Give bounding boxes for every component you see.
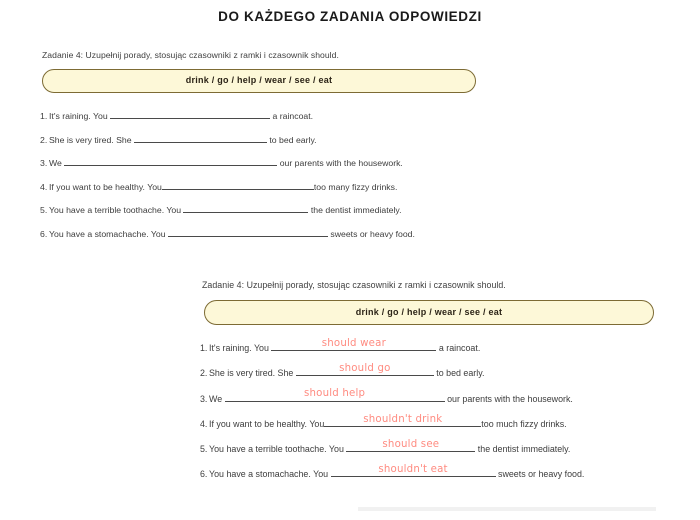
answered-worksheet-items xyxy=(200,337,660,480)
answer-blank[interactable] xyxy=(346,438,475,452)
handwritten-answer: should go xyxy=(339,363,391,375)
item-sentence-start: If you want to be healthy. You xyxy=(209,418,325,429)
answered-worksheet-instruction: Zadanie 4: Uzupełnij porady, stosując czasowniki z ramki i czasownik should. xyxy=(202,280,506,290)
handwritten-answer: shouldn't eat xyxy=(378,464,448,476)
item-number: 2. xyxy=(40,134,48,145)
item-sentence-end: too many fizzy drinks. xyxy=(313,181,398,192)
handwritten-answer: should help xyxy=(304,388,366,400)
answer-blank[interactable] xyxy=(271,337,436,351)
item-number: 5. xyxy=(200,444,208,455)
item-sentence-start: You have a terrible toothache. You xyxy=(209,444,347,455)
item-sentence-end: too much fizzy drinks. xyxy=(481,418,567,429)
item-number: 1. xyxy=(200,343,208,353)
answered-worksheet-block xyxy=(200,280,660,493)
item-sentence-start: If you want to be healthy. You xyxy=(49,181,162,192)
blank-worksheet-instruction: Zadanie 4: Uzupełnij porady, stosując czasowniki z ramki i czasownik should. xyxy=(42,50,339,60)
blank-worksheet-wordbank: drink / go / help / wear / see / eat xyxy=(42,69,476,93)
exercise-item xyxy=(40,180,480,193)
item-number: 6. xyxy=(200,469,208,480)
item-number: 4. xyxy=(200,418,208,429)
item-sentence-end: a raincoat. xyxy=(270,111,314,121)
item-sentence-end: the dentist immediately. xyxy=(308,205,402,216)
answer-blank[interactable] xyxy=(64,156,277,166)
answer-blank[interactable] xyxy=(162,180,314,190)
item-number: 3. xyxy=(40,158,48,169)
answer-blank[interactable] xyxy=(134,133,267,143)
item-sentence-start: We xyxy=(209,393,225,404)
item-number: 6. xyxy=(40,228,48,239)
answer-blank[interactable] xyxy=(168,227,328,237)
answer-blank[interactable] xyxy=(331,464,496,477)
answer-blank[interactable] xyxy=(183,203,308,213)
item-sentence-start: We xyxy=(49,158,65,169)
handwritten-answer: should wear xyxy=(321,337,386,349)
item-sentence-start: You have a terrible toothache. You xyxy=(49,205,184,216)
item-sentence-end: our parents with the housework. xyxy=(444,393,573,404)
page-title: DO KAŻDEGO ZADANIA ODPOWIEDZI xyxy=(218,9,482,24)
item-number: 2. xyxy=(200,368,208,379)
answered-worksheet-wordbank: drink / go / help / wear / see / eat xyxy=(204,300,654,325)
blank-worksheet-block xyxy=(40,50,480,250)
exercise-item xyxy=(40,227,480,240)
exercise-item xyxy=(40,109,480,122)
item-sentence-end: to bed early. xyxy=(266,134,317,145)
item-sentence-start: She is very tired. She xyxy=(209,368,296,379)
answer-blank[interactable] xyxy=(296,363,434,376)
exercise-item xyxy=(200,464,660,480)
item-sentence-end: our parents with the housework. xyxy=(277,158,403,169)
scan-artifact-band xyxy=(358,507,656,511)
exercise-item xyxy=(40,156,480,169)
item-number: 5. xyxy=(40,205,48,216)
exercise-item xyxy=(200,337,660,354)
exercise-item xyxy=(40,133,480,146)
answer-blank[interactable] xyxy=(324,413,481,427)
handwritten-answer: shouldn't drink xyxy=(363,413,443,425)
exercise-item xyxy=(200,438,660,455)
item-sentence-end: sweets or heavy food. xyxy=(327,228,415,239)
item-sentence-start: It's raining. You xyxy=(209,343,272,353)
item-sentence-start: You have a stomachache. You xyxy=(209,469,331,480)
answer-blank[interactable] xyxy=(225,388,445,402)
item-sentence-end: a raincoat. xyxy=(436,343,481,353)
exercise-item xyxy=(200,363,660,379)
item-sentence-end: sweets or heavy food. xyxy=(495,469,585,480)
item-sentence-end: the dentist immediately. xyxy=(475,444,571,455)
answer-blank[interactable] xyxy=(110,109,270,119)
item-number: 3. xyxy=(200,393,208,404)
handwritten-answer: should see xyxy=(382,438,440,450)
exercise-item xyxy=(200,413,660,430)
exercise-item xyxy=(200,388,660,405)
item-number: 4. xyxy=(40,181,48,192)
item-sentence-start: She is very tired. She xyxy=(49,134,134,145)
item-sentence-start: It's raining. You xyxy=(49,111,111,121)
item-sentence-start: You have a stomachache. You xyxy=(49,228,168,239)
item-sentence-end: to bed early. xyxy=(433,368,485,379)
blank-worksheet-items xyxy=(40,109,480,239)
item-number: 1. xyxy=(40,111,48,121)
exercise-item xyxy=(40,203,480,216)
